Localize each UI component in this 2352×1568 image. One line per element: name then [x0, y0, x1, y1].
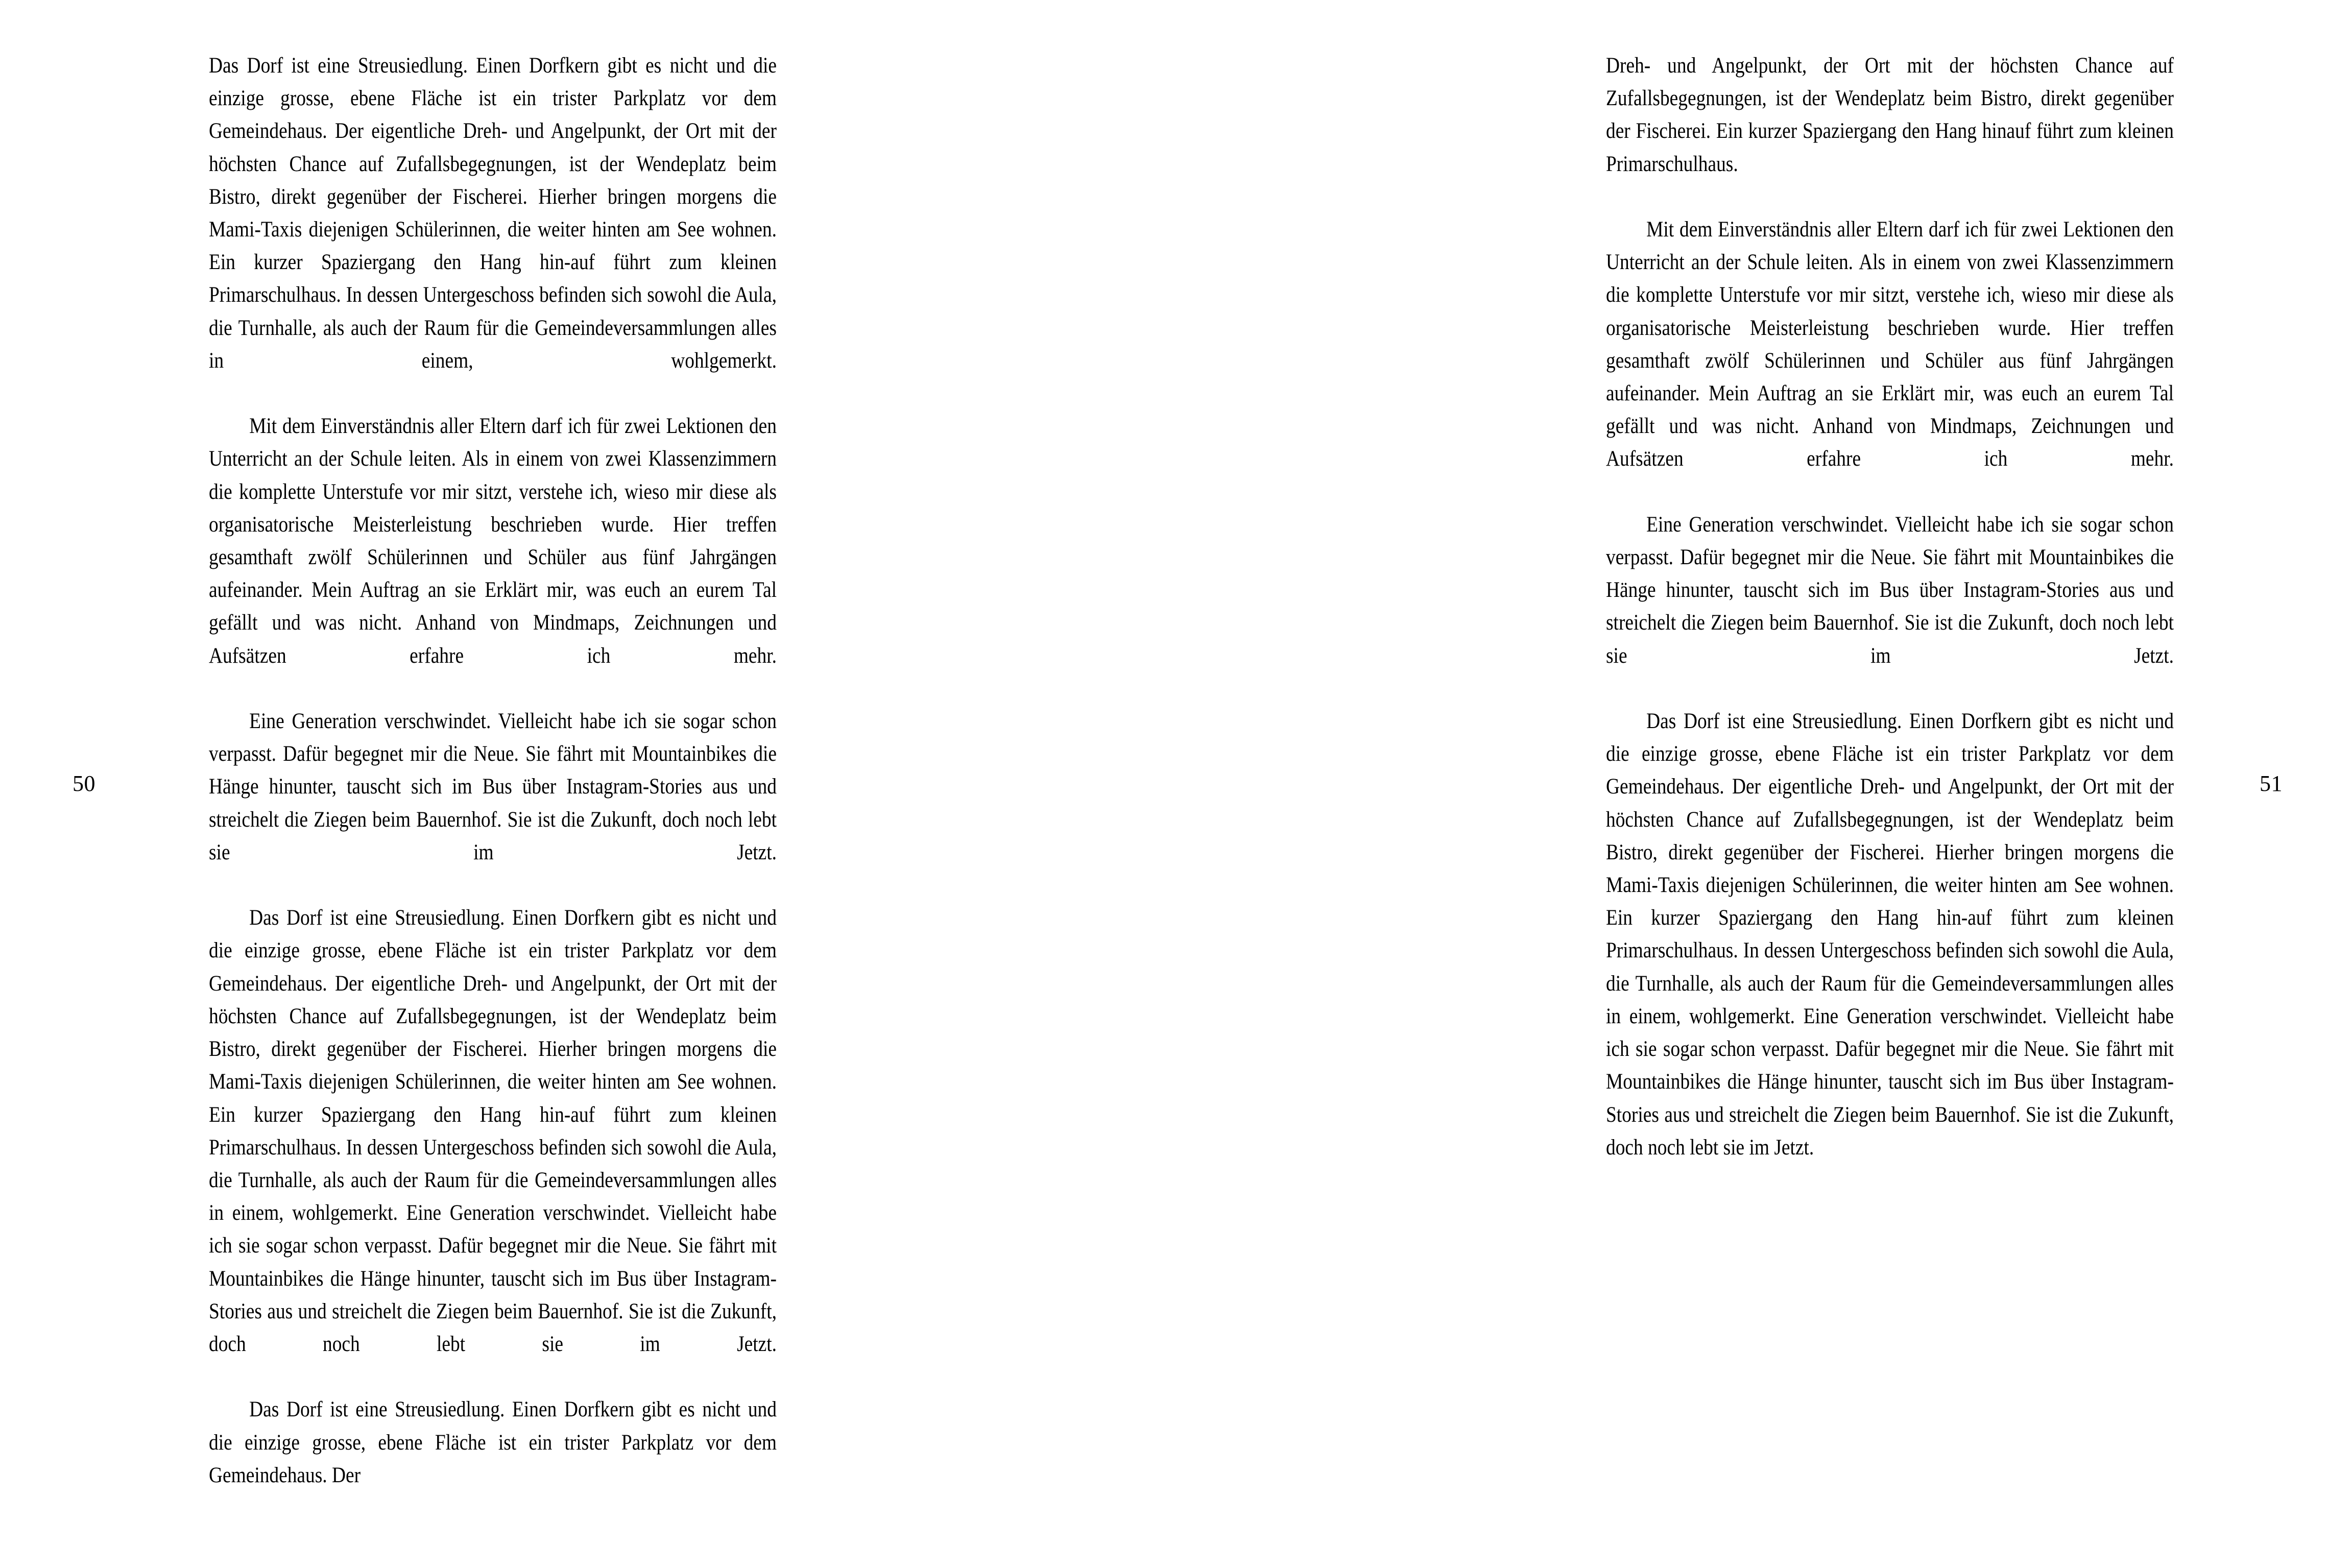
page-number-right: 51	[2260, 771, 2283, 796]
paragraph: Mit dem Einverständnis aller Eltern darf ich für zwei Lektionen den Unterricht an der Schule leiten. Als in einem von zwei Klassenzimmern die komplette Unterstufe vor mir sitzt, verstehe ich, wieso mir diese als organisatorische Meisterleistung beschrieben wurde. Hier treffen gesamthaft zwölf Schülerinnen und Schüler aus fünf Jahrgängen aufeinander. Mein Auftrag an sie Erklärt mir, was euch an eurem Tal gefällt und was nicht. Anhand von Mindmaps, Zeichnungen und Aufsätzen erfahre ich mehr.	[209, 414, 777, 668]
paragraph: Mit dem Einverständnis aller Eltern darf ich für zwei Lektionen den Unterricht an der Schule leiten. Als in einem von zwei Klassenzimmern die komplette Unterstufe vor mir sitzt, verstehe ich, wieso mir diese als organisatorische Meisterleistung beschrieben wurde. Hier treffen gesamthaft zwölf Schülerinnen und Schüler aus fünf Jahrgängen aufeinander. Mein Auftrag an sie Erklärt mir, was euch an eurem Tal gefällt und was nicht. Anhand von Mindmaps, Zeichnungen und Aufsätzen erfahre ich mehr.	[1606, 217, 2174, 471]
paragraph: Das Dorf ist eine Streusiedlung. Einen Dorfkern gibt es nicht und die einzige grosse, ebene Fläche ist ein trister Parkplatz vor dem Gemeindehaus. Der eigentliche Dreh- und Angelpunkt, der Ort mit der höchsten Chance auf Zufallsbegegnungen, ist der Wendeplatz beim Bistro, direkt gegenüber der Fischerei. Hierher bringen morgens die Mami-Taxis diejenigen Schülerinnen, die weiter hinten am See wohnen. Ein kurzer Spaziergang den Hang hin-auf führt zum kleinen Primarschulhaus. In dessen Untergeschoss befinden sich sowohl die Aula, die Turnhalle, als auch der Raum für die Gemeindeversammlungen alles in einem, wohlgemerkt.	[209, 53, 777, 373]
text-column-right	[1606, 49, 2174, 1164]
paragraph: Dreh- und Angelpunkt, der Ort mit der höchsten Chance auf Zufallsbegegnungen, ist der Wendeplatz beim Bistro, direkt gegenüber der Fischerei. Ein kurzer Spaziergang den Hang hinauf führt zum kleinen Primarschulhaus.	[1606, 53, 2174, 176]
paragraph: Das Dorf ist eine Streusiedlung. Einen Dorfkern gibt es nicht und die einzige grosse, ebene Fläche ist ein trister Parkplatz vor dem Gemeindehaus. Der	[209, 1397, 777, 1487]
paragraph: Das Dorf ist eine Streusiedlung. Einen Dorfkern gibt es nicht und die einzige grosse, ebene Fläche ist ein trister Parkplatz vor dem Gemeindehaus. Der eigentliche Dreh- und Angelpunkt, der Ort mit der höchsten Chance auf Zufallsbegegnungen, ist der Wendeplatz beim Bistro, direkt gegenüber der Fischerei. Hierher bringen morgens die Mami-Taxis diejenigen Schülerinnen, die weiter hinten am See wohnen. Ein kurzer Spaziergang den Hang hin-auf führt zum kleinen Primarschulhaus. In dessen Untergeschoss befinden sich sowohl die Aula, die Turnhalle, als auch der Raum für die Gemeindeversammlungen alles in einem, wohlgemerkt. Eine Generation verschwindet. Vielleicht habe ich sie sogar schon verpasst. Dafür begegnet mir die Neue. Sie fährt mit Mountainbikes die Hänge hinunter, tauscht sich im Bus über Instagram-Stories aus und streichelt die Ziegen beim Bauernhof. Sie ist die Zukunft, doch noch lebt sie im Jetzt.	[209, 905, 777, 1356]
text-column-left	[209, 49, 777, 1491]
page-number-left: 50	[73, 771, 95, 796]
paragraph: Das Dorf ist eine Streusiedlung. Einen Dorfkern gibt es nicht und die einzige grosse, ebene Fläche ist ein trister Parkplatz vor dem Gemeindehaus. Der eigentliche Dreh- und Angelpunkt, der Ort mit der höchsten Chance auf Zufallsbegegnungen, ist der Wendeplatz beim Bistro, direkt gegenüber der Fischerei. Hierher bringen morgens die Mami-Taxis diejenigen Schülerinnen, die weiter hinten am See wohnen. Ein kurzer Spaziergang den Hang hin-auf führt zum kleinen Primarschulhaus. In dessen Untergeschoss befinden sich sowohl die Aula, die Turnhalle, als auch der Raum für die Gemeindeversammlungen alles in einem, wohlgemerkt. Eine Generation verschwindet. Vielleicht habe ich sie sogar schon verpasst. Dafür begegnet mir die Neue. Sie fährt mit Mountainbikes die Hänge hinunter, tauscht sich im Bus über Instagram-Stories aus und streichelt die Ziegen beim Bauernhof. Sie ist die Zukunft, doch noch lebt sie im Jetzt.	[1606, 709, 2174, 1160]
paragraph: Eine Generation verschwindet. Vielleicht habe ich sie sogar schon verpasst. Dafür begegnet mir die Neue. Sie fährt mit Mountainbikes die Hänge hinunter, tauscht sich im Bus über Instagram-Stories aus und streichelt die Ziegen beim Bauernhof. Sie ist die Zukunft, doch noch lebt sie im Jetzt.	[209, 709, 777, 864]
paragraph: Eine Generation verschwindet. Vielleicht habe ich sie sogar schon verpasst. Dafür begegnet mir die Neue. Sie fährt mit Mountainbikes die Hänge hinunter, tauscht sich im Bus über Instagram-Stories aus und streichelt die Ziegen beim Bauernhof. Sie ist die Zukunft, doch noch lebt sie im Jetzt.	[1606, 512, 2174, 668]
